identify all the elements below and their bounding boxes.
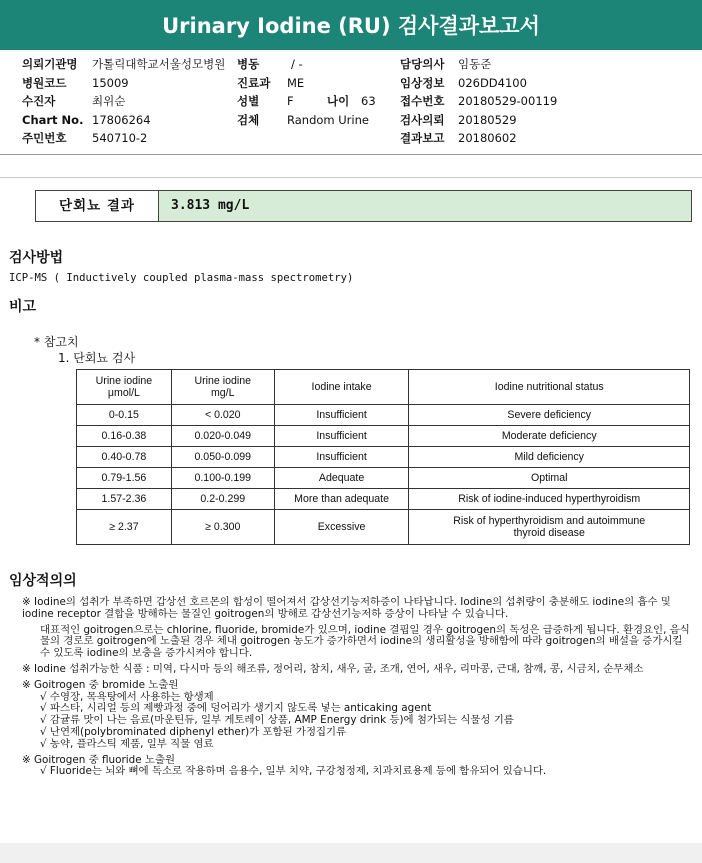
hospital-code-value: 15009 (92, 75, 129, 90)
page-footer (0, 843, 702, 863)
ward-label: 병동 (237, 57, 260, 71)
info-col-2 (237, 55, 376, 129)
note-paragraph: ※ Iodine 섭취가능한 식품 : 미역, 다시마 등의 해조류, 정어리, 참치, 새우, 굴, 조개, 연어, 새우, 리마콩, 근대, 참깨, 콩, 시금치, 순무채소 (22, 662, 644, 675)
table-header-cell: Iodine nutritional status (409, 370, 690, 405)
divider (0, 177, 702, 178)
divider (0, 154, 702, 155)
result-label: 단회뇨 결과 (36, 191, 159, 221)
table-cell: 1.57-2.36 (77, 489, 172, 510)
clinical-info-label: 임상정보 (400, 75, 445, 90)
table-cell: Moderate deficiency (409, 426, 690, 447)
department-label: 진료과 (237, 75, 271, 90)
table-cell: Mild deficiency (409, 447, 690, 468)
remarks-heading: 비고 (9, 299, 37, 315)
table-row (77, 489, 690, 510)
request-date-value: 20180529 (458, 112, 517, 127)
note-title: ※ Goitrogen 중 bromide 노출원 (22, 678, 179, 691)
patient-value: 최위순 (92, 94, 126, 109)
department-value: ME (287, 75, 305, 90)
table-cell: 0.050-0.099 (171, 447, 274, 468)
chart-label: Chart No. (22, 112, 84, 127)
table-header-cell: Urine iodine mg/L (171, 370, 274, 405)
clinical-notes (22, 597, 694, 778)
reference-subtitle: 1. 단회뇨 검사 (58, 351, 136, 365)
note-paragraph: ※ Iodine의 섭취가 부족하면 갑상선 호르몬의 합성이 떨어져서 갑상선기능저하증이 나타납니다. Iodine의 섭취량이 충분해도 iodine의 흡수 및 iodine receptor 결합을 방해하는 물질인 goitrogen의 방해로 갑상선기능저하 증상이 나타날 수 있습니다. (22, 596, 671, 620)
doctor-label: 담당의사 (400, 57, 445, 71)
doctor-value: 임동준 (458, 57, 492, 71)
list-item: √ 감귤류 맛이 나는 음료(마운틴듀, 일부 게토레이 상품, AMP Energy drink 등)에 첨가되는 식물성 기름 (40, 714, 514, 727)
list-item: √ Fluoride는 뇌와 뼈에 독소로 작용하며 음용수, 일부 치약, 구강청정제, 치과치료용제 등에 함유되어 있습니다. (40, 765, 547, 778)
clinical-heading: 임상적의의 (9, 573, 77, 589)
result-box (35, 190, 692, 222)
clinical-info-value: 026DD4100 (458, 75, 527, 90)
report-title: Urinary Iodine (RU) 검사결과보고서 (0, 0, 702, 50)
specimen-label: 검체 (237, 112, 260, 127)
table-cell: ≥ 0.300 (171, 510, 274, 545)
rrn-value: 540710-2 (92, 131, 148, 146)
list-item: √ 수영장, 목욕탕에서 사용하는 항생제 (40, 690, 214, 703)
rrn-label: 주민번호 (22, 131, 67, 146)
table-cell: ≥ 2.37 (77, 510, 172, 545)
table-cell: 0.79-1.56 (77, 468, 172, 489)
table-cell: Insufficient (274, 405, 409, 426)
report-date-value: 20180602 (458, 131, 517, 146)
note-paragraph: 대표적인 goitrogen으로는 chlorine, fluoride, bromide가 있으며, iodine 결핍일 경우 goitrogen의 독성은 급증하게 됩니다. 환경요인, 음식물의 경로로 goitrogen에 노출된 경우 체내 goitrogen 농도가 증가하면서 iodine의 생리활성을 방해함에 따라 goitrogen의 배설을 증가시킬 수 있도록 iodine의 보충을 증가시켜야 합니다. (40, 623, 690, 660)
table-cell: Adequate (274, 468, 409, 489)
sex-label: 성별 (237, 94, 260, 109)
age-value: 63 (361, 94, 376, 109)
info-col-1 (22, 55, 225, 148)
reference-title: * 참고치 (34, 335, 79, 349)
institution-value: 가톨릭대학교서울성모병원 (92, 57, 226, 71)
ward-value: / - (291, 57, 303, 71)
method-text: ICP-MS ( Inductively coupled plasma-mass spectrometry) (9, 272, 354, 284)
sex-value: F (287, 94, 294, 109)
table-header-row (77, 370, 690, 405)
table-row (77, 510, 690, 545)
receipt-value: 20180529-00119 (458, 94, 558, 109)
note-title: ※ Goitrogen 중 fluoride 노출원 (22, 753, 176, 766)
table-cell: 0-0.15 (77, 405, 172, 426)
table-cell: Severe deficiency (409, 405, 690, 426)
table-header-cell: Iodine intake (274, 370, 409, 405)
age-label: 나이 (327, 94, 350, 109)
table-cell: < 0.020 (171, 405, 274, 426)
method-heading: 검사방법 (9, 250, 64, 266)
table-cell: Risk of hyperthyroidism and autoimmune thyroid disease (409, 510, 690, 545)
specimen-value: Random Urine (287, 112, 369, 127)
receipt-label: 접수번호 (400, 94, 445, 109)
chart-value: 17806264 (92, 112, 151, 127)
info-col-3 (400, 55, 557, 148)
table-header-cell: Urine iodine μmol/L (77, 370, 172, 405)
table-row (77, 426, 690, 447)
table-row (77, 468, 690, 489)
report-date-label: 결과보고 (400, 131, 445, 146)
patient-label: 수진자 (22, 94, 56, 109)
institution-label: 의뢰기관명 (22, 57, 78, 71)
table-cell: Optimal (409, 468, 690, 489)
result-value: 3.813 mg/L (159, 191, 691, 221)
table-row (77, 405, 690, 426)
reference-table (76, 369, 690, 545)
table-cell: Insufficient (274, 426, 409, 447)
table-cell: 0.2-0.299 (171, 489, 274, 510)
list-item: √ 파스타, 시리얼 등의 제빵과정 중에 덩어리가 생기지 않도록 넣는 anticaking agent (40, 702, 432, 715)
table-cell: 0.020-0.049 (171, 426, 274, 447)
table-cell: 0.100-0.199 (171, 468, 274, 489)
table-row (77, 447, 690, 468)
table-cell: 0.16-0.38 (77, 426, 172, 447)
request-date-label: 검사의뢰 (400, 112, 445, 127)
table-cell: 0.40-0.78 (77, 447, 172, 468)
list-item: √ 농약, 플라스틱 제품, 일부 직물 염료 (40, 737, 214, 750)
table-cell: Risk of iodine-induced hyperthyroidism (409, 489, 690, 510)
list-item: √ 난연제(polybrominated diphenyl ether)가 포함된 가정집기류 (40, 725, 347, 738)
table-cell: Insufficient (274, 447, 409, 468)
table-cell: Excessive (274, 510, 409, 545)
table-cell: More than adequate (274, 489, 409, 510)
hospital-code-label: 병원코드 (22, 75, 67, 90)
